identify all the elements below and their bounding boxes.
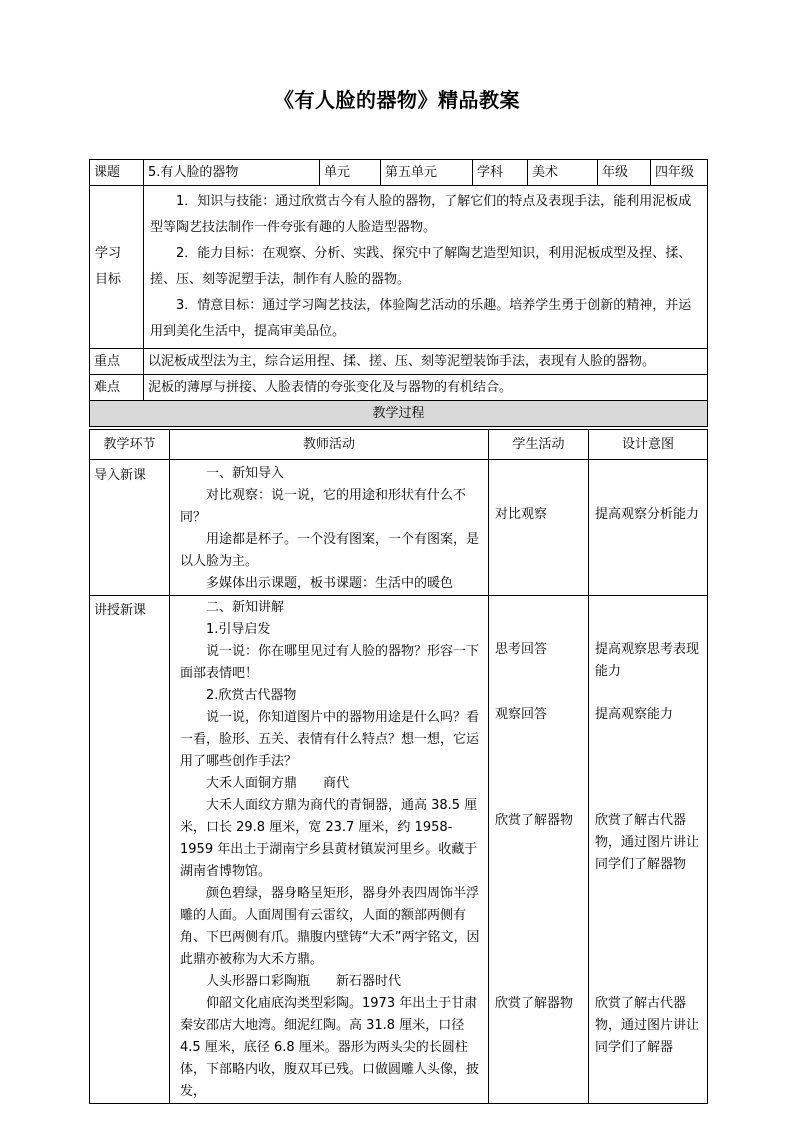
- process-table: [89, 429, 708, 1104]
- process-columns-row: [90, 430, 708, 460]
- lecture-teacher-line: 大禾人面铜方鼎 商代: [206, 776, 350, 791]
- col-intent: 设计意图: [589, 430, 708, 460]
- objective-ability: 2．能力目标：在观察、分析、实践、探究中了解陶艺造型知识，利用泥板成型及捏、揉、搓、压、刻等泥塑手法，制作有人脸的器物。: [150, 246, 692, 287]
- lecture-teacher: [170, 596, 489, 1104]
- lecture-student-item: 观察回答: [495, 707, 548, 722]
- difficulty-row: [90, 375, 708, 401]
- grade-value: 四年级: [651, 160, 708, 186]
- lecture-teacher-line: 人头形器口彩陶瓶 新石器时代: [206, 974, 402, 989]
- lecture-student: [489, 596, 589, 1104]
- lecture-row: [90, 596, 708, 1104]
- key-point-label: 重点: [90, 349, 144, 375]
- lesson-info-table: [89, 159, 708, 427]
- key-point-row: [90, 349, 708, 375]
- key-point-text: 以泥板成型法为主，综合运用捏、揉、搓、压、刻等泥塑装饰手法，表现有人脸的器物。: [144, 349, 708, 375]
- lecture-stage: 讲授新课: [90, 596, 170, 1104]
- subject-value: 美术: [528, 160, 598, 186]
- lecture-intent-item: 提高观察思考表现能力: [595, 642, 700, 679]
- objectives-content: [144, 186, 708, 349]
- col-teacher: 教师活动: [170, 430, 489, 460]
- lecture-teacher-line: 二、新知讲解: [206, 600, 285, 615]
- intro-teacher-line: 一、新知导入: [206, 466, 285, 481]
- lecture-student-item: 思考回答: [495, 642, 548, 657]
- lecture-intent-item: 提高观察能力: [595, 707, 674, 722]
- intro-intent: 提高观察分析能力: [589, 460, 708, 596]
- col-stage: 教学环节: [90, 430, 170, 460]
- intro-teacher: [170, 460, 489, 596]
- lecture-intent-item: 欣赏了解古代器物，通过图片讲让同学们了解器物: [595, 813, 700, 872]
- difficulty-text: 泥板的薄厚与拼接、人脸表情的夸张变化及与器物的有机结合。: [144, 375, 708, 401]
- intro-teacher-line: 用途都是杯子。一个没有图案，一个有图案，是以人脸为主。: [180, 532, 480, 569]
- process-heading: 教学过程: [90, 401, 708, 427]
- lecture-teacher-line: 2.欣赏古代器物: [206, 688, 297, 703]
- topic-label: 课题: [90, 160, 144, 186]
- difficulty-label: 难点: [90, 375, 144, 401]
- lecture-teacher-line: 仰韶文化庙底沟类型彩陶。1973 年出土于甘肃秦安邵店大地湾。细泥红陶。高 31.8 厘米，口径 4.5 厘米，底径 6.8 厘米。器形为两头尖的长圆柱体，下部略内收，腹双耳已残。口做圆雕人头像，披发，: [180, 996, 480, 1099]
- lecture-teacher-line: 颜色碧绿，器身略呈矩形，器身外表四周饰半浮雕的人面。人面周围有云雷纹，人面的额部两侧有角、下巴两侧有爪。鼎腹内壁铸“大禾”两字铭文，因此鼎亦被称为大禾方鼎。: [180, 886, 480, 967]
- intro-teacher-line: 对比观察：说一说，它的用途和形状有什么不同？: [180, 488, 467, 525]
- lecture-student-item: 欣赏了解器物: [495, 813, 574, 828]
- lecture-intent: [589, 596, 708, 1104]
- intro-stage: 导入新课: [90, 460, 170, 596]
- objectives-label: 学习目标: [95, 246, 122, 287]
- unit-label: 单元: [320, 160, 381, 186]
- objective-knowledge: 1．知识与技能：通过欣赏古今有人脸的器物，了解它们的特点及表现手法，能利用泥板成型等陶艺技法制作一件夸张有趣的人脸造型器物。: [150, 194, 692, 235]
- lecture-student-item: 欣赏了解器物: [495, 996, 574, 1011]
- process-heading-row: [90, 401, 708, 427]
- page-title: 《有人脸的器物》精品教案: [274, 88, 520, 112]
- unit-value: 第五单元: [381, 160, 473, 186]
- intro-student: 对比观察: [489, 460, 589, 596]
- lecture-teacher-line: 大禾人面纹方鼎为商代的青铜器，通高 38.5 厘米，口长 29.8 厘米，宽 23.7 厘米，约 1958-1959 年出土于湖南宁乡县黄材镇炭河里乡。收藏于湖南省博物馆。: [180, 798, 478, 879]
- grade-label: 年级: [598, 160, 651, 186]
- info-row: [90, 160, 708, 186]
- lecture-intent-item: 欣赏了解古代器物，通过图片讲让同学们了解器: [595, 996, 700, 1055]
- lecture-teacher-line: 1.引导启发: [206, 622, 271, 637]
- objectives-row: [90, 186, 708, 349]
- subject-label: 学科: [473, 160, 528, 186]
- lecture-teacher-line: 说一说，你知道图片中的器物用途是什么吗？看一看，脸形、五关、表情有什么特点？想一想，它运用了哪些创作手法？: [180, 710, 480, 769]
- col-student: 学生活动: [489, 430, 589, 460]
- objective-attitude: 3．情意目标：通过学习陶艺技法，体验陶艺活动的乐趣。培养学生勇于创新的精神，并运用到美化生活中，提高审美品位。: [150, 298, 692, 339]
- lecture-teacher-line: 说一说：你在哪里见过有人脸的器物？形容一下面部表情吧！: [180, 644, 480, 681]
- intro-teacher-line: 多媒体出示课题，板书课题：生活中的暖色: [206, 576, 454, 591]
- intro-row: [90, 460, 708, 596]
- topic-value: 5.有人脸的器物: [144, 160, 320, 186]
